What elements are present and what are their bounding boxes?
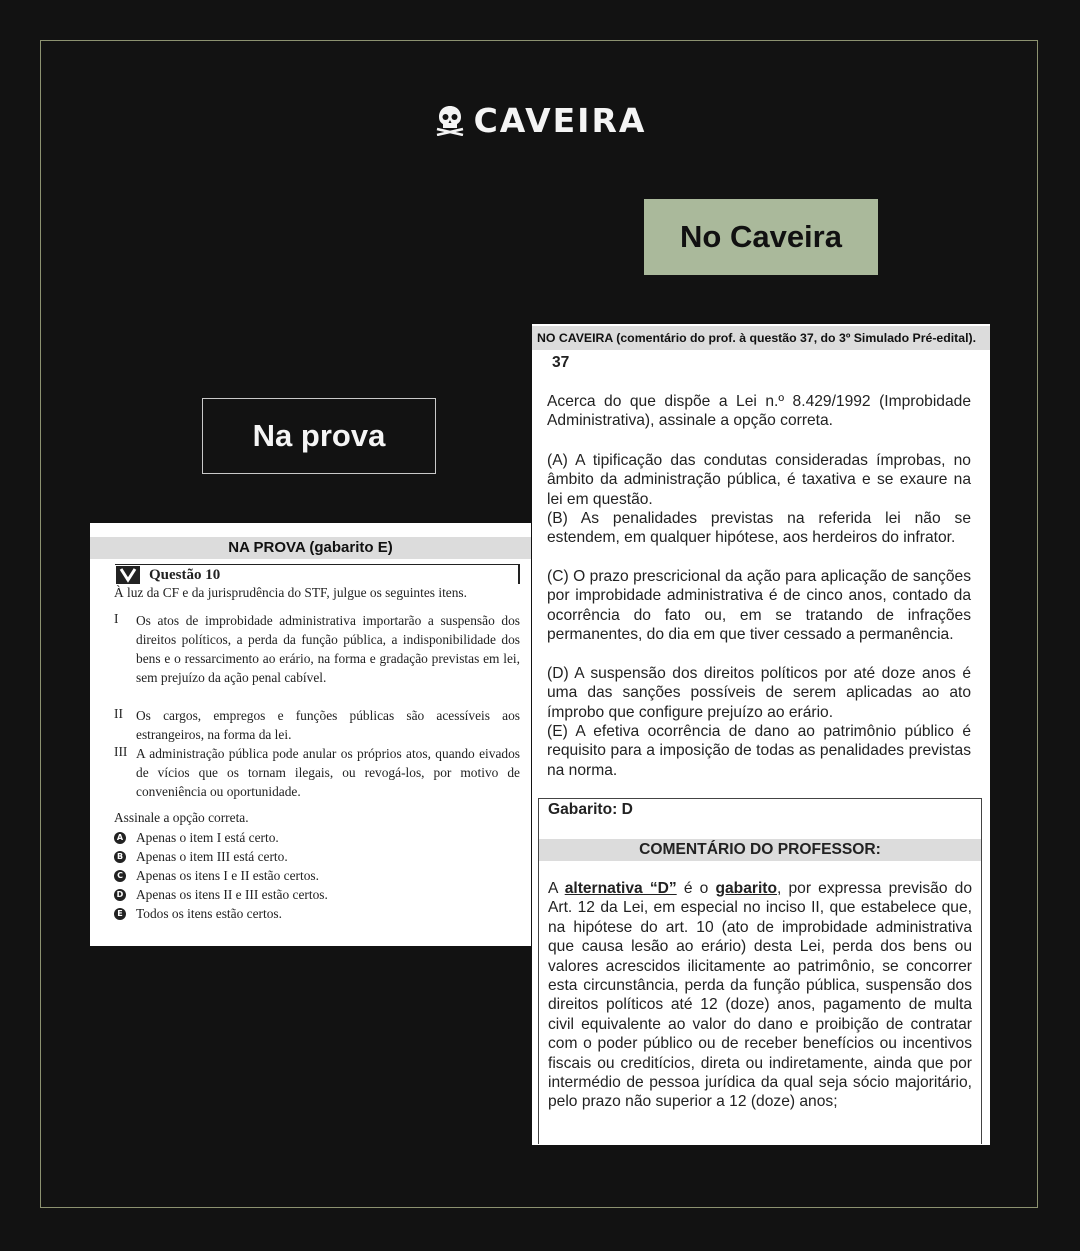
answer-option xyxy=(114,847,328,866)
answer-option xyxy=(114,904,328,923)
question-number: 37 xyxy=(552,354,570,371)
comment-body xyxy=(548,879,972,1112)
option-letter-badge: C xyxy=(114,870,126,882)
simulado-question-card xyxy=(532,324,990,1145)
option-text: Apenas o item I está certo. xyxy=(136,829,279,845)
option-text: Todos os itens estão certos. xyxy=(136,905,282,921)
question-item xyxy=(114,611,520,687)
item-number: I xyxy=(114,611,119,626)
option-text: Apenas os itens I e II estão certos. xyxy=(136,867,319,883)
answer-option xyxy=(114,866,328,885)
comment-text: , por expressa previsão do Art. 12 da Lei, em especial no inciso II, que estabelece que, na hipótese do art. 10 (ato de improbidade administrativa que causa lesão ao erário) desta Lei, perda dos bens ou valores acrescidos ilicitamente ao patrimônio, se concorrer esta circunstância, perda da função pública, suspensão dos direitos políticos até 12 (doze) anos, pagamento de multa civil equivalente ao valor do dano e proibição de contratar com o poder público ou de receber benefícios ou incentivos fiscais ou creditícios, direta ou indiretamente, ainda que por intermédio de pessoa jurídica da qual seja sócio majoritário, pelo prazo não superior a 12 (doze) anos; xyxy=(548,880,973,1111)
comment-text: A xyxy=(548,880,565,897)
brand-name: CAVEIRA xyxy=(473,100,647,140)
answer-option: (C) O prazo prescricional da ação para aplicação de sanções por improbidade administrativa é de cinco anos, contado da ocorrência do fato ou, em se tratando de infrações permanentes, do dia em que tiver cessado a permanência. xyxy=(547,568,971,644)
answer-comment-box xyxy=(538,798,982,1144)
answer-option: (E) A efetiva ocorrência de dano ao patrimônio público é requisito para a imposição de todas as penalidades previstas na norma. xyxy=(547,723,971,779)
item-number: III xyxy=(114,744,128,759)
question-item xyxy=(114,744,520,801)
option-letter-badge: A xyxy=(114,832,126,844)
option-letter-badge: D xyxy=(114,889,126,901)
answer-options xyxy=(114,828,328,923)
answer-option xyxy=(114,828,328,847)
comment-header: COMENTÁRIO DO PROFESSOR: xyxy=(539,839,981,861)
question-item xyxy=(114,706,520,744)
answer-option: (D) A suspensão dos direitos políticos por até doze anos é uma das sanções possíveis de serem aplicadas ao ato ímprobo que configure prejuízo ao erário. xyxy=(547,665,971,721)
item-text: Os atos de improbidade administrativa importarão a suspensão dos direitos políticos, a perda da função pública, a indisponibilidade dos bens e o ressarcimento ao erário, na forma e gradação previstas em lei, sem prejuízo da ação penal cabível. xyxy=(136,613,520,685)
answer-option: (B) As penalidades previstas na referida lei não se estendem, em qualquer hipótese, aos herdeiros do infrator. xyxy=(547,510,971,547)
option-letter-badge: E xyxy=(114,908,126,920)
label-no-caveira: No Caveira xyxy=(644,199,878,275)
question-statement: Acerca do que dispõe a Lei n.º 8.429/1992 (Improbidade Administrativa), assinale a opção correta. xyxy=(547,393,971,430)
label-na-prova: Na prova xyxy=(202,398,436,474)
comment-text: é o xyxy=(676,880,716,897)
item-number: II xyxy=(114,706,123,721)
question-prompt: Assinale a opção correta. xyxy=(114,810,249,825)
answer-option: (A) A tipificação das condutas consideradas ímprobas, no âmbito da administração pública, é taxativa e se exaure na lei em questão. xyxy=(547,452,971,508)
answer-option xyxy=(114,885,328,904)
answer-key: Gabarito: D xyxy=(548,801,633,818)
question-intro: À luz da CF e da jurisprudência do STF, julgue os seguintes itens. xyxy=(114,585,467,600)
comment-highlight-gabarito: gabarito xyxy=(715,880,777,897)
exam-question-card xyxy=(90,523,531,946)
item-text: Os cargos, empregos e funções públicas são acessíveis aos estrangeiros, na forma da lei. xyxy=(136,708,520,742)
comment-highlight-alternative: alternativa “D” xyxy=(564,880,677,897)
option-text: Apenas os itens II e III estão certos. xyxy=(136,886,328,902)
option-letter-badge: B xyxy=(114,851,126,863)
skull-icon xyxy=(434,104,466,136)
simulado-card-header: NO CAVEIRA (comentário do prof. à questão 37, do 3º Simulado Pré-edital). xyxy=(532,326,990,350)
option-text: Apenas o item III está certo. xyxy=(136,848,288,864)
question-title: Questão 10 xyxy=(115,564,520,584)
item-text: A administração pública pode anular os próprios atos, quando eivados de vícios que os tornam ilegais, ou revogá-los, por motivo de conveniência ou oportunidade. xyxy=(136,746,520,799)
exam-card-header: NA PROVA (gabarito E) xyxy=(90,537,531,559)
brand-logo xyxy=(0,100,1080,140)
